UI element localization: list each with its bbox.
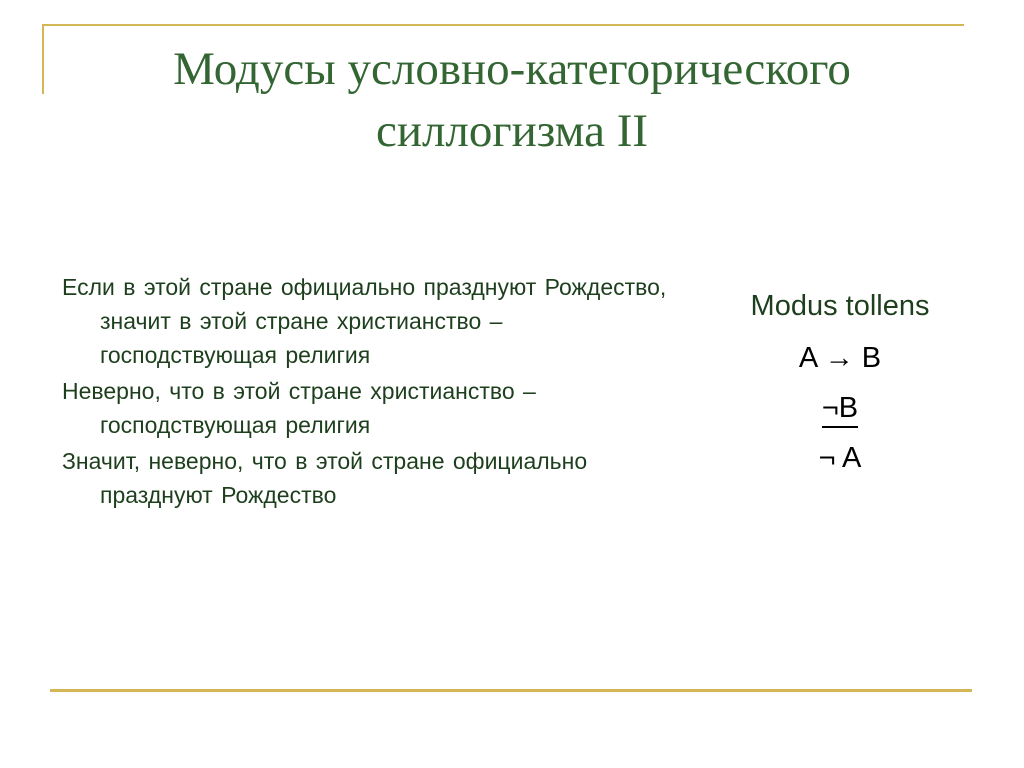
modus-formula: [700, 284, 980, 484]
title-line-1: Модусы условно-категорического: [173, 43, 851, 95]
title-line-2: силлогизма II: [375, 105, 649, 157]
conclusion: Значит, неверно, что в этой стране официально празднуют Рождество: [62, 448, 588, 508]
major-premise: Если в этой стране официально празднуют Рождество, значит в этой стране христианство – господствующая религия: [62, 274, 667, 368]
formula-conclusion: ¬ A: [818, 442, 862, 474]
formula-name: Modus tollens: [750, 290, 930, 322]
minor-premise: Неверно, что в этой стране христианство – господствующая религия: [62, 378, 536, 438]
bottom-border-line: [50, 689, 972, 692]
formula-premise-2-wrapper: [700, 384, 980, 434]
left-border-line: [42, 24, 44, 94]
slide-title: [60, 38, 964, 162]
syllogism-text: [62, 270, 672, 514]
formula-premise-1: A → B: [798, 342, 882, 374]
top-border-line: [42, 24, 964, 26]
formula-premise-2: ¬B: [822, 390, 858, 428]
